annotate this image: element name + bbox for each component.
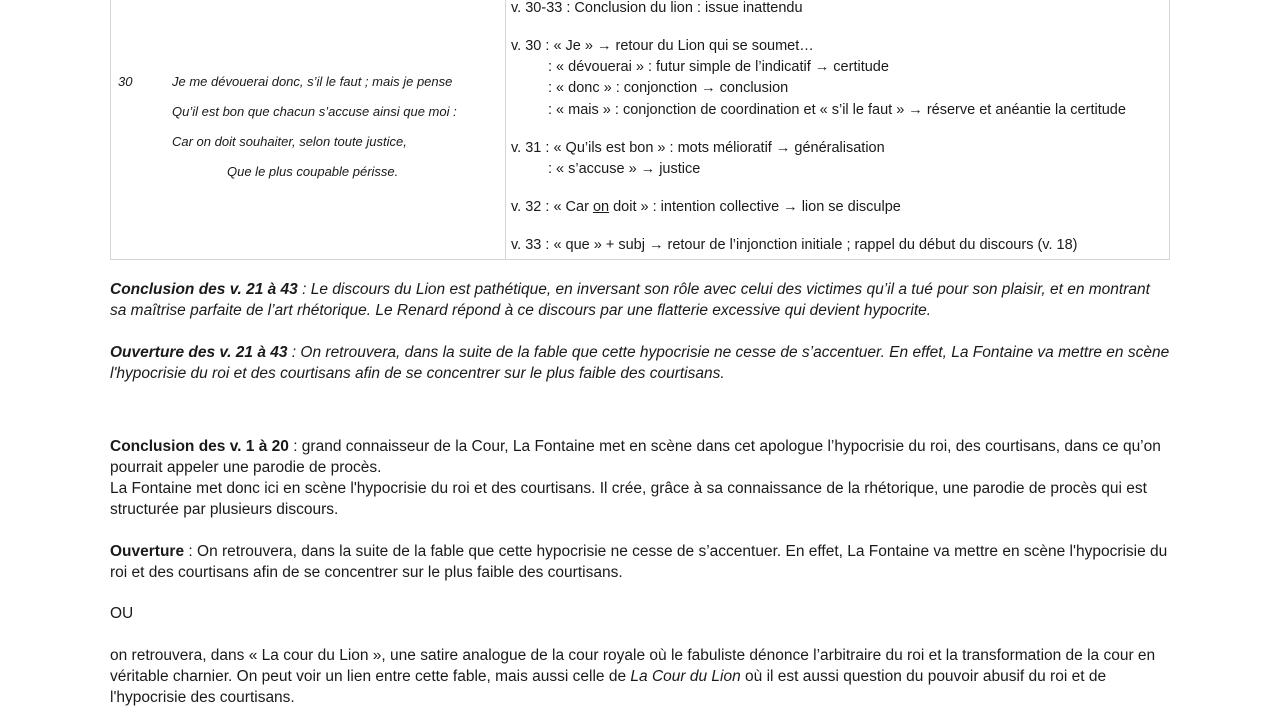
analysis-heading: v. 30-33 : Conclusion du lion : issue inattendu [511,0,803,16]
verse-line: Qu’il est bon que chacun s’accuse ainsi que moi : [172,104,457,119]
conclusion-1-20: Conclusion des v. 1 à 20 : grand connaisseur de la Cour, La Fontaine met en scène dans cet apologue l’hypocrisie du roi, des courtisans, dans ce qu’on pourrait appeler une parodie de procès. La Fontaine met donc ici en scène l'hypocrisie du roi et des courtisans. Il crée, grâce à sa connaissance de la rhétorique, une parodie de procès qui est structurée par plusieurs discours. [110,438,1161,518]
ouverture-21-43: Ouverture des v. 21 à 43 : On retrouvera, dans la suite de la fable que cette hypocrisie ne cesse de s’accentuer. En effet, La Fontaine va mettre en scène l'hypocrisie du roi et des courtisans afin de se concentrer sur le plus faible des courtisans. [110,344,1170,382]
ou-separator: OU [110,605,134,622]
ouverture: Ouverture : On retrouvera, dans la suite de la fable que cette hypocrisie ne cesse de s’accentuer. En effet, La Fontaine va mettre en scène l'hypocrisie du roi et des courtisans afin de se concentrer sur le plus faible des courtisans. [110,543,1168,581]
analysis-table [110,0,1170,260]
analysis-line: v. 33 : « que » + subj → retour de l’injonction initiale ; rappel du début du discours (v. 18) [511,237,1078,253]
underlined-word: on [592,199,610,215]
line-number: 30 [118,74,133,89]
final-paragraph: on retrouvera, dans « La cour du Lion », une satire analogue de la cour royale où le fabuliste dénonce l’arbitraire du roi et la transformation de la cour en véritable charnier. On peut voir un lien entre cette fable, mais aussi celle de La Cour du Lion où il est aussi question du pouvoir abusif du roi et de l'hypocrisie des courtisans. [110,647,1156,706]
analysis-line: : « s’accuse » → justice [548,161,701,177]
verse-line: Que le plus coupable périsse. [227,164,399,179]
column-divider [505,0,506,259]
verse-line: Je me dévouerai donc, s’il le faut ; mais je pense [172,74,453,89]
analysis-line: v. 32 : « Car on doit » : intention collective → lion se disculpe [511,199,901,215]
analysis-line: : « donc » : conjonction → conclusion [548,80,789,96]
analysis-line: v. 31 : « Qu’ils est bon » : mots mélioratif → généralisation [511,140,885,156]
verse-line: Car on doit souhaiter, selon toute justice, [172,134,407,149]
analysis-line: : « dévouerai » : futur simple de l’indicatif → certitude [548,59,889,75]
work-title: La Cour du Lion [630,668,741,685]
conclusion-21-43: Conclusion des v. 21 à 43 : Le discours du Lion est pathétique, en inversant son rôle avec celui des victimes qu’il a tué pour son plaisir, et en montrant sa maîtrise parfaite de l’art rhétorique. Le Renard répond à ce discours par une flatterie excessive qui devient hypocrite. [110,281,1150,319]
analysis-line: v. 30 : « Je » → retour du Lion qui se soumet… [511,38,814,54]
analysis-line: : « mais » : conjonction de coordination et « s’il le faut » → réserve et anéantie la certitude [548,102,1126,118]
